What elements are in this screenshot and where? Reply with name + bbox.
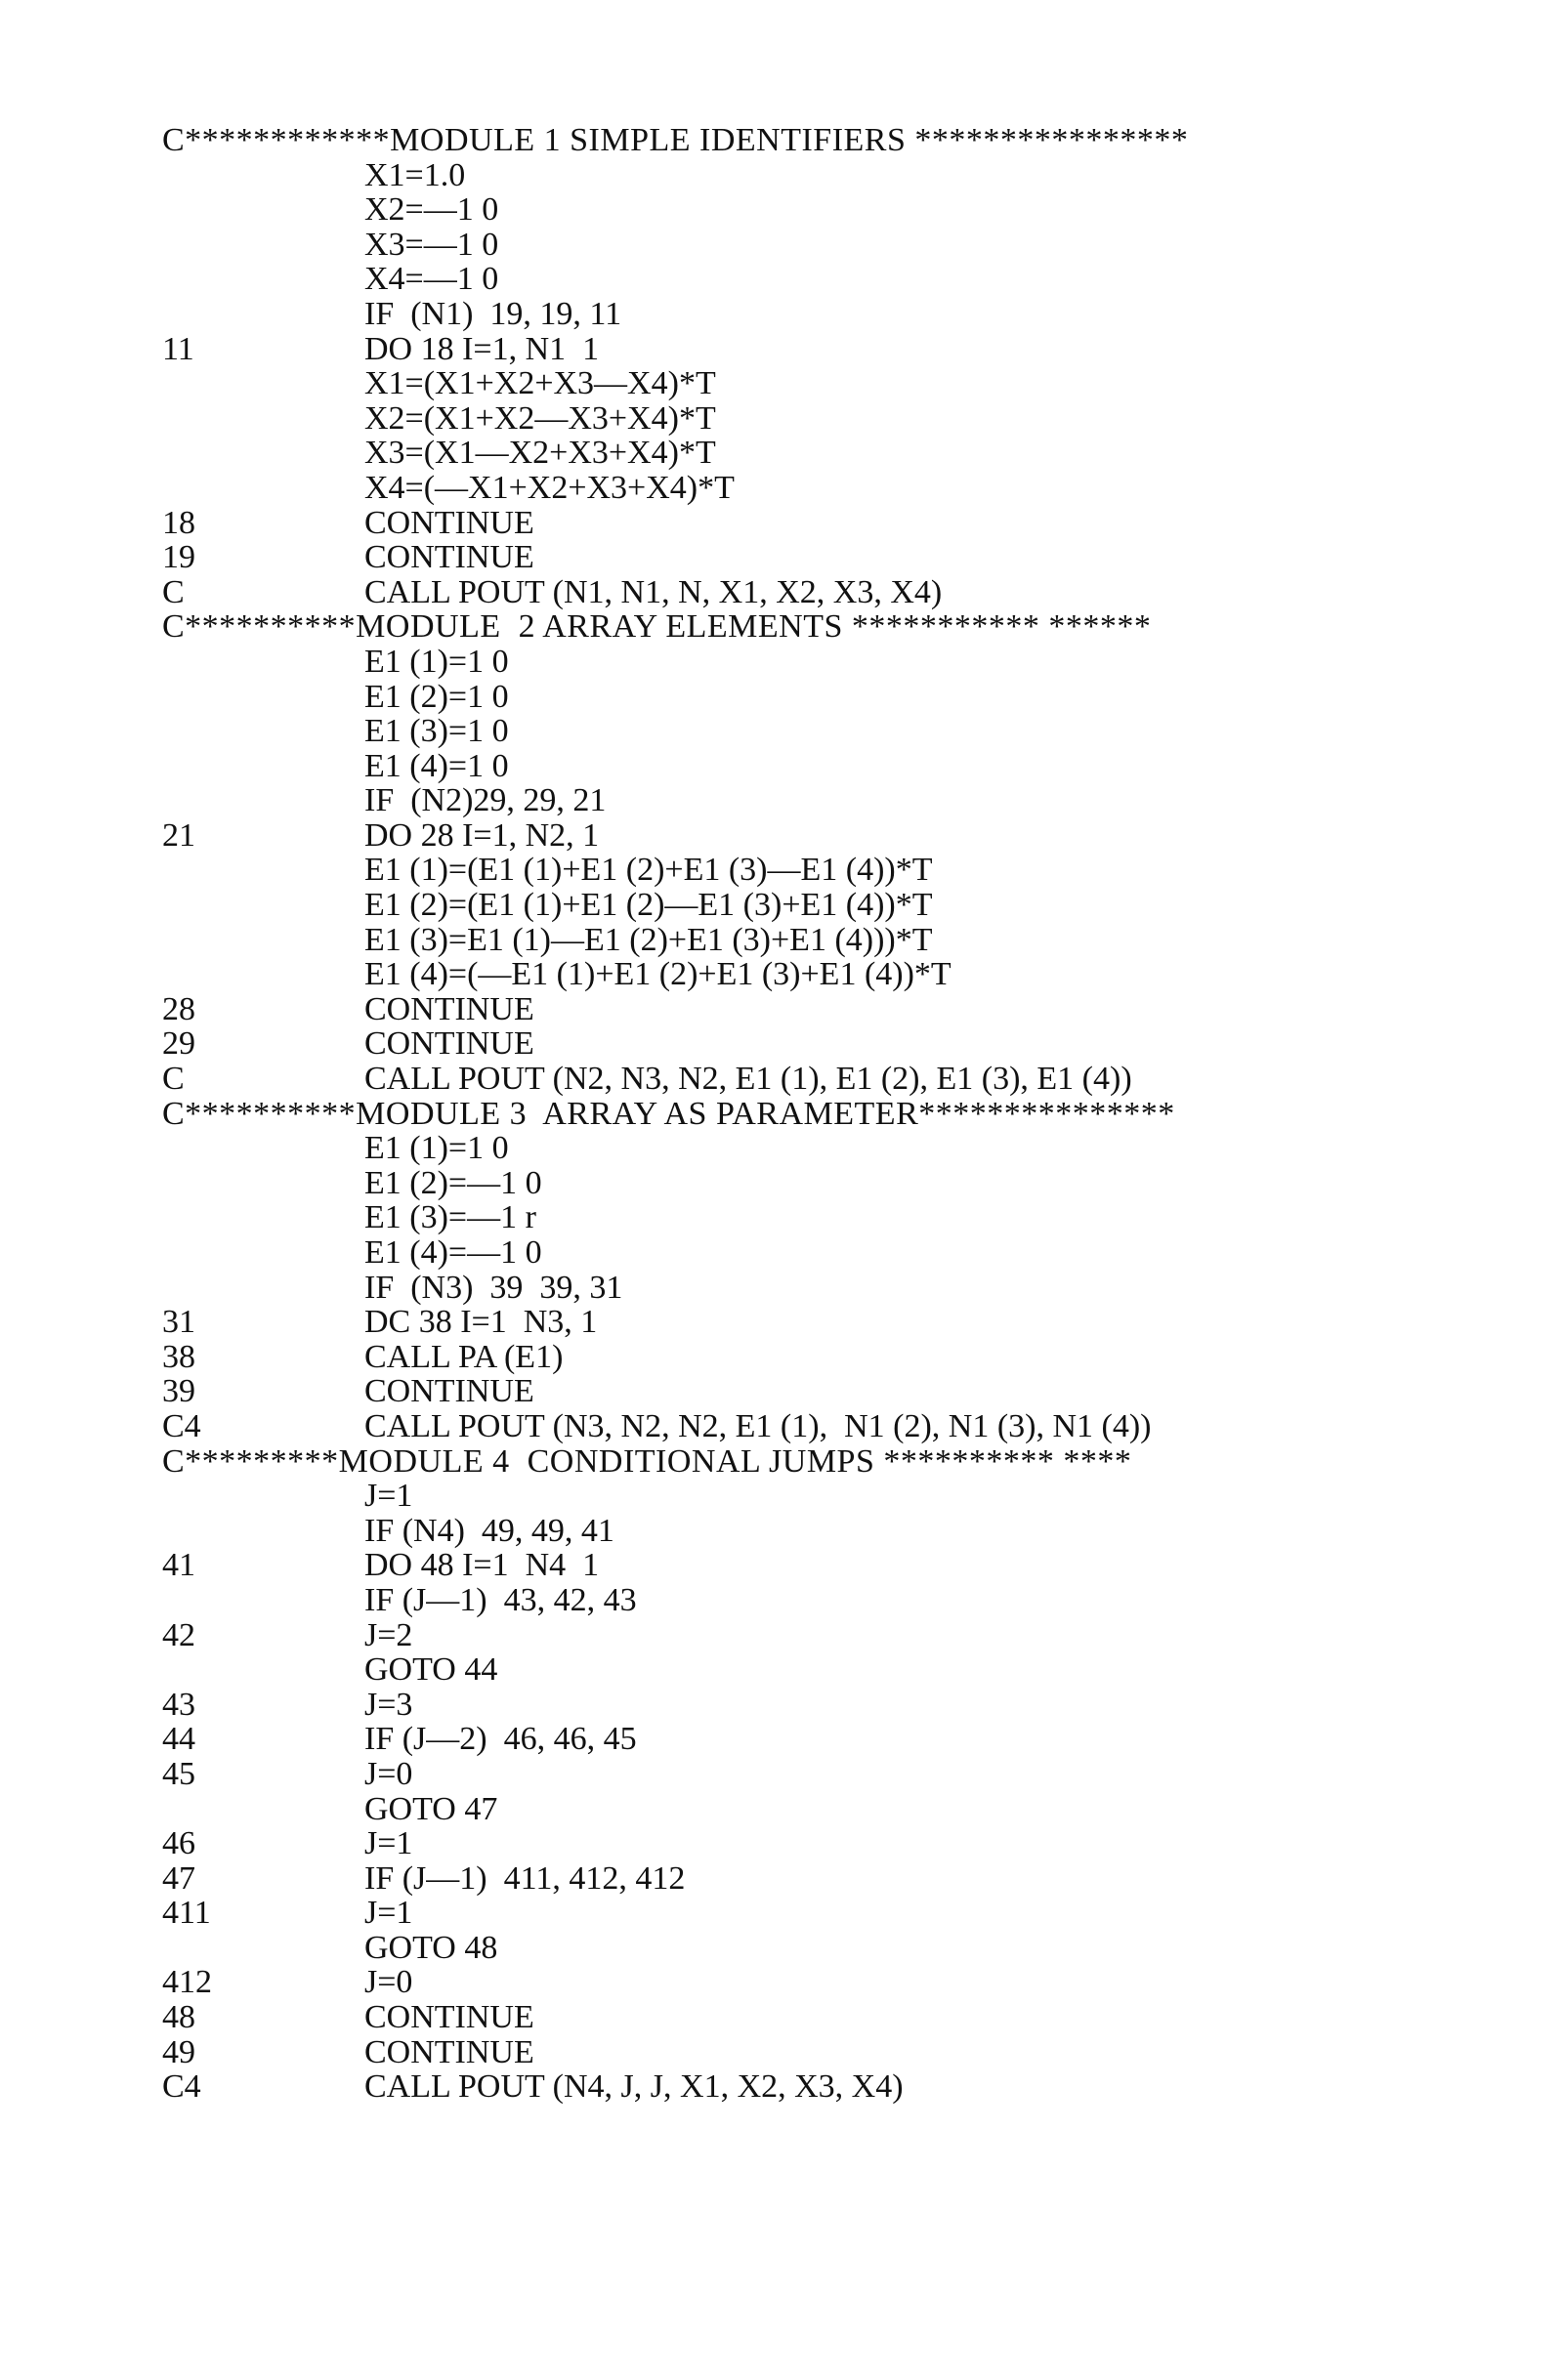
statement-label: 46 [162,1825,195,1862]
statement-text: E1 (2)=(E1 (1)+E1 (2)—E1 (3)+E1 (4))*T [364,887,933,924]
code-line [162,228,1432,263]
statement-label: 18 [162,504,195,541]
statement-text: E1 (1)=(E1 (1)+E1 (2)+E1 (3)—E1 (4))*T [364,852,933,889]
code-line [162,1618,1432,1653]
module-header-line [162,1444,1432,1480]
code-line [162,192,1432,228]
statement-label: 29 [162,1025,195,1063]
statement-text: J=1 [364,1895,413,1932]
code-line [162,783,1432,818]
code-line [162,540,1432,575]
code-line [162,2000,1432,2035]
statement-text: DO 18 I=1, N1 1 [364,330,600,367]
statement-text: CONTINUE [364,1373,534,1410]
statement-label: 49 [162,2033,195,2070]
statement-text: IF (J—2) 46, 46, 45 [364,1721,637,1758]
code-line [162,1826,1432,1861]
statement-text: IF (N4) 49, 49, 41 [364,1512,614,1549]
statement-text: J=0 [364,1755,413,1792]
code-line [162,1062,1432,1097]
code-line [162,1305,1432,1340]
statement-text: CONTINUE [364,1025,534,1063]
statement-label: 28 [162,990,195,1027]
code-line [162,992,1432,1027]
statement-label: C4 [162,2068,201,2106]
module-header-text: C************MODULE 1 SIMPLE IDENTIFIERS **************** [162,122,1189,158]
statement-text: GOTO 44 [364,1651,498,1689]
statement-label: C [162,573,185,610]
statement-text: CALL POUT (N1, N1, N, X1, X2, X3, X4) [364,573,943,610]
statement-text: E1 (3)=E1 (1)—E1 (2)+E1 (3)+E1 (4)))*T [364,921,933,958]
statement-text: CALL POUT (N4, J, J, X1, X2, X3, X4) [364,2068,904,2106]
code-line [162,680,1432,715]
statement-text: GOTO 47 [364,1790,498,1827]
statement-text: X3=(X1—X2+X3+X4)*T [364,435,716,472]
code-line [162,2069,1432,2105]
statement-label: 11 [162,330,194,367]
statement-text: E1 (3)=1 0 [364,713,509,750]
code-line [162,1896,1432,1931]
statement-text: IF (N2)29, 29, 21 [364,782,607,819]
statement-text: X1=(X1+X2+X3—X4)*T [364,365,716,402]
statement-text: E1 (2)=1 0 [364,678,509,715]
statement-text: IF (N3) 39 39, 31 [364,1269,623,1306]
code-line [162,401,1432,437]
statement-text: X1=1.0 [364,156,466,193]
code-line [162,714,1432,749]
statement-label: 39 [162,1373,195,1410]
statement-text: CONTINUE [364,1999,534,2036]
code-line [162,1374,1432,1409]
statement-text: J=2 [364,1616,413,1653]
statement-text: J=1 [364,1825,413,1862]
statement-text: CONTINUE [364,539,534,576]
statement-text: CALL PA (E1) [364,1338,564,1375]
code-line [162,1200,1432,1235]
statement-label: 38 [162,1338,195,1375]
code-line [162,1514,1432,1549]
statement-text: CONTINUE [364,504,534,541]
code-line [162,158,1432,193]
statement-label: 45 [162,1755,195,1792]
code-line [162,1792,1432,1827]
code-line [162,1479,1432,1514]
statement-text: CALL POUT (N2, N3, N2, E1 (1), E1 (2), E1 (3), E1 (4)) [364,1061,1132,1098]
statement-label: 19 [162,539,195,576]
statement-text: CONTINUE [364,2033,534,2070]
code-line [162,1931,1432,1966]
statement-text: X4=—1 0 [364,261,499,298]
code-line [162,1757,1432,1792]
statement-text: E1 (4)=(—E1 (1)+E1 (2)+E1 (3)+E1 (4))*T [364,956,952,993]
code-line [162,1409,1432,1444]
statement-text: J=0 [364,1964,413,2001]
code-line [162,2035,1432,2070]
statement-text: E1 (4)=1 0 [364,747,509,784]
statement-label: 31 [162,1304,195,1341]
statement-label: 44 [162,1721,195,1758]
statement-label: C4 [162,1407,201,1444]
code-line [162,436,1432,471]
code-line [162,957,1432,992]
statement-text: X3=—1 0 [364,226,499,263]
code-line [162,1583,1432,1618]
module-header-text: C**********MODULE 3 ARRAY AS PARAMETER*************** [162,1095,1175,1132]
code-line [162,1026,1432,1062]
statement-label: 48 [162,1999,195,2036]
code-line [162,1271,1432,1306]
statement-text: IF (N1) 19, 19, 11 [364,295,622,332]
code-line [162,888,1432,923]
code-line [162,262,1432,297]
statement-text: J=1 [364,1478,413,1515]
code-line [162,1861,1432,1897]
statement-label: C [162,1061,185,1098]
statement-text: E1 (2)=—1 0 [364,1164,542,1201]
statement-text: E1 (1)=1 0 [364,643,509,680]
code-line [162,1722,1432,1757]
module-header-line [162,1097,1432,1132]
statement-text: GOTO 48 [364,1929,498,1966]
statement-label: 412 [162,1964,212,2001]
statement-text: DO 48 I=1 N4 1 [364,1547,600,1584]
code-line [162,1965,1432,2000]
statement-label: 21 [162,816,195,854]
statement-label: 41 [162,1547,195,1584]
code-line [162,1652,1432,1688]
code-line [162,645,1432,680]
statement-text: DC 38 I=1 N3, 1 [364,1304,598,1341]
code-line [162,575,1432,610]
module-header-text: C**********MODULE 2 ARRAY ELEMENTS *********** ****** [162,608,1152,646]
statement-text: CONTINUE [364,990,534,1027]
code-line [162,1340,1432,1375]
code-line [162,1166,1432,1201]
statement-text: X4=(—X1+X2+X3+X4)*T [364,469,735,506]
code-line [162,1548,1432,1583]
statement-label: 42 [162,1616,195,1653]
statement-text: X2=—1 0 [364,191,499,229]
code-line [162,923,1432,958]
fortran-listing [162,123,1432,2105]
module-header-text: C*********MODULE 4 CONDITIONAL JUMPS ********** **** [162,1442,1132,1480]
code-line [162,1688,1432,1723]
code-line [162,1235,1432,1271]
code-line [162,366,1432,401]
statement-text: IF (J—1) 43, 42, 43 [364,1581,637,1618]
statement-label: 43 [162,1686,195,1723]
statement-text: X2=(X1+X2—X3+X4)*T [364,399,716,437]
code-line [162,332,1432,367]
statement-text: DO 28 I=1, N2, 1 [364,816,600,854]
module-header-line [162,123,1432,158]
statement-text: E1 (1)=1 0 [364,1130,509,1167]
code-line [162,818,1432,854]
code-line [162,297,1432,332]
code-line [162,506,1432,541]
statement-label: 411 [162,1895,211,1932]
statement-text: J=3 [364,1686,413,1723]
code-line [162,853,1432,888]
code-line [162,1131,1432,1166]
statement-text: E1 (4)=—1 0 [364,1234,542,1271]
code-line [162,471,1432,506]
statement-text: CALL POUT (N3, N2, N2, E1 (1), N1 (2), N1 (3), N1 (4)) [364,1407,1152,1444]
code-line [162,749,1432,784]
statement-text: IF (J—1) 411, 412, 412 [364,1859,686,1897]
statement-text: E1 (3)=—1 r [364,1199,536,1236]
statement-label: 47 [162,1859,195,1897]
module-header-line [162,609,1432,645]
